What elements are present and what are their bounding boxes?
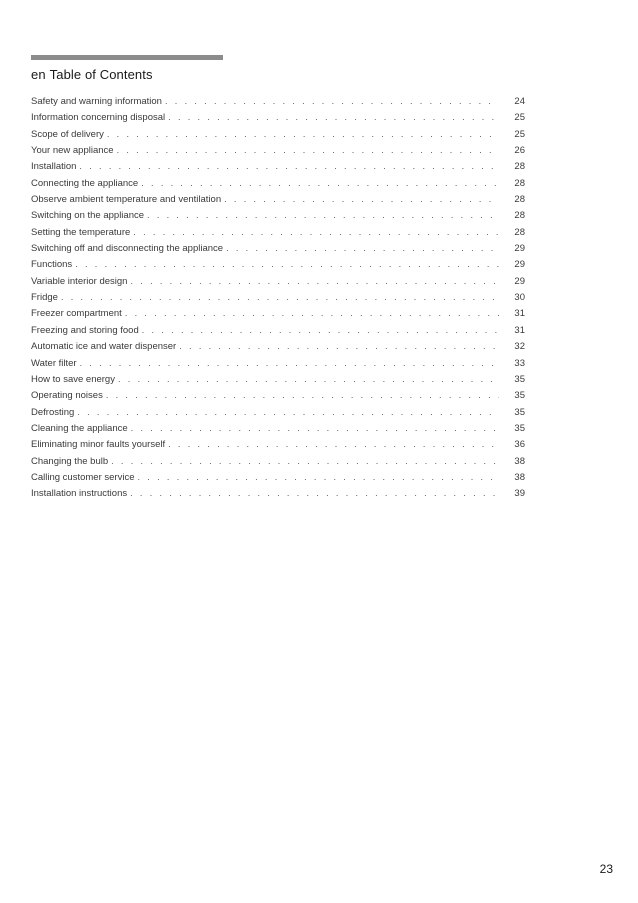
toc-entry-title: Installation instructions [31, 488, 128, 500]
toc-entry-title: Installation [31, 161, 77, 173]
dot-leader [130, 276, 499, 286]
dot-leader [147, 210, 499, 220]
toc-entry-page: 30 [514, 292, 525, 304]
toc-entry-customer-service[interactable] [31, 472, 525, 488]
dot-leader [131, 423, 499, 433]
toc-entry-page: 29 [514, 259, 525, 271]
toc-entry-page: 28 [514, 210, 525, 222]
toc-entry-switching-off[interactable] [31, 243, 525, 259]
toc-entry-ambient[interactable] [31, 194, 525, 210]
toc-entry-page: 33 [514, 357, 525, 369]
toc-entry-page: 24 [514, 96, 525, 107]
toc-entry-title: Freezer compartment [31, 308, 122, 320]
toc-entry-title: Connecting the appliance [31, 177, 139, 189]
toc-entry-title: Eliminating minor faults yourself [31, 439, 166, 451]
toc-entry-freezing-food[interactable] [31, 325, 525, 341]
toc-entry-fridge[interactable] [31, 292, 525, 308]
toc-entry-page: 35 [514, 406, 525, 418]
toc-entry-cleaning[interactable] [31, 423, 525, 439]
toc-entry-water-filter[interactable] [31, 358, 525, 374]
toc-entry-title: Defrosting [31, 406, 75, 418]
toc-entry-faults[interactable] [31, 439, 525, 455]
toc-entry-page: 28 [514, 177, 525, 189]
toc-entry-title: Fridge [31, 292, 58, 304]
toc-entry-title: How to save energy [31, 373, 115, 385]
toc-entry-noises[interactable] [31, 390, 525, 406]
toc-entry-page: 29 [514, 275, 525, 287]
toc-entry-page: 31 [514, 324, 525, 336]
toc-entry-scope[interactable] [31, 129, 525, 145]
toc-entry-disposal[interactable] [31, 112, 525, 128]
toc-entry-dispenser[interactable] [31, 341, 525, 357]
dot-leader [168, 112, 499, 122]
toc-entry-title: Switching off and disconnecting the appliance [31, 243, 224, 255]
toc-entry-bulb[interactable] [31, 456, 525, 472]
header-rule [31, 55, 223, 60]
dot-leader [80, 358, 499, 368]
dot-leader [111, 456, 499, 466]
toc-entry-title: Your new appliance [31, 145, 114, 157]
dot-leader [130, 488, 499, 498]
toc-entry-page: 31 [514, 308, 525, 320]
dot-leader [179, 341, 499, 351]
dot-leader [118, 374, 499, 384]
toc-entry-new-appliance[interactable] [31, 145, 525, 161]
toc-entry-title: Freezing and storing food [31, 324, 139, 336]
toc-entry-connecting[interactable] [31, 178, 525, 194]
dot-leader [107, 129, 499, 139]
toc-entry-title: Functions [31, 259, 73, 271]
toc-entry-save-energy[interactable] [31, 374, 525, 390]
dot-leader [117, 145, 499, 155]
toc-entry-title: Calling customer service [31, 471, 135, 483]
toc-entry-page: 28 [514, 161, 525, 173]
dot-leader [224, 194, 499, 204]
toc-entry-page: 32 [514, 341, 525, 353]
dot-leader [141, 178, 499, 188]
toc-entry-page: 26 [514, 145, 525, 157]
toc-entry-page: 38 [514, 471, 525, 483]
dot-leader [137, 472, 499, 482]
dot-leader [77, 407, 499, 417]
dot-leader [168, 439, 499, 449]
dot-leader [125, 308, 499, 318]
toc-entry-installation[interactable] [31, 161, 525, 177]
toc-entry-title: Cleaning the appliance [31, 422, 128, 434]
dot-leader [142, 325, 499, 335]
page-number: 23 [599, 862, 613, 876]
dot-leader [165, 96, 499, 106]
dot-leader [133, 227, 499, 237]
toc-entry-title: Setting the temperature [31, 226, 131, 238]
dot-leader [226, 243, 499, 253]
toc-entry-page: 25 [514, 112, 525, 124]
toc-entry-page: 38 [514, 455, 525, 467]
toc-entry-page: 35 [514, 422, 525, 434]
toc-entry-freezer[interactable] [31, 308, 525, 324]
language-code: en [31, 67, 46, 82]
toc-entry-title: Variable interior design [31, 275, 128, 287]
dot-leader [61, 292, 499, 302]
toc-entry-title: Automatic ice and water dispenser [31, 341, 177, 353]
toc-entry-temperature[interactable] [31, 227, 525, 243]
toc-entry-page: 36 [514, 439, 525, 451]
toc-entry-title: Safety and warning information [31, 96, 162, 107]
toc-heading: Table of Contents [49, 67, 153, 82]
toc-entry-interior[interactable] [31, 276, 525, 292]
toc-entry-page: 29 [514, 243, 525, 255]
toc-entry-switching-on[interactable] [31, 210, 525, 226]
toc-entry-title: Switching on the appliance [31, 210, 145, 222]
toc-entry-page: 25 [514, 128, 525, 140]
toc-entry-page: 39 [514, 488, 525, 500]
toc-entry-page: 28 [514, 194, 525, 206]
toc-entry-title: Information concerning disposal [31, 112, 166, 124]
page-title [31, 67, 153, 82]
toc-entry-title: Changing the bulb [31, 455, 109, 467]
toc-entry-functions[interactable] [31, 259, 525, 275]
toc-entry-title: Scope of delivery [31, 128, 104, 140]
toc-entry-safety[interactable] [31, 96, 525, 112]
toc-entry-title: Water filter [31, 357, 77, 369]
toc-entry-title: Operating noises [31, 390, 103, 402]
dot-leader [75, 259, 499, 269]
dot-leader [79, 161, 499, 171]
toc-entry-installation-instructions[interactable] [31, 488, 525, 504]
toc-entry-page: 35 [514, 373, 525, 385]
toc-entry-defrosting[interactable] [31, 407, 525, 423]
table-of-contents [31, 96, 525, 505]
toc-entry-page: 28 [514, 226, 525, 238]
toc-entry-page: 35 [514, 390, 525, 402]
toc-entry-title: Observe ambient temperature and ventilation [31, 194, 222, 206]
dot-leader [106, 390, 499, 400]
